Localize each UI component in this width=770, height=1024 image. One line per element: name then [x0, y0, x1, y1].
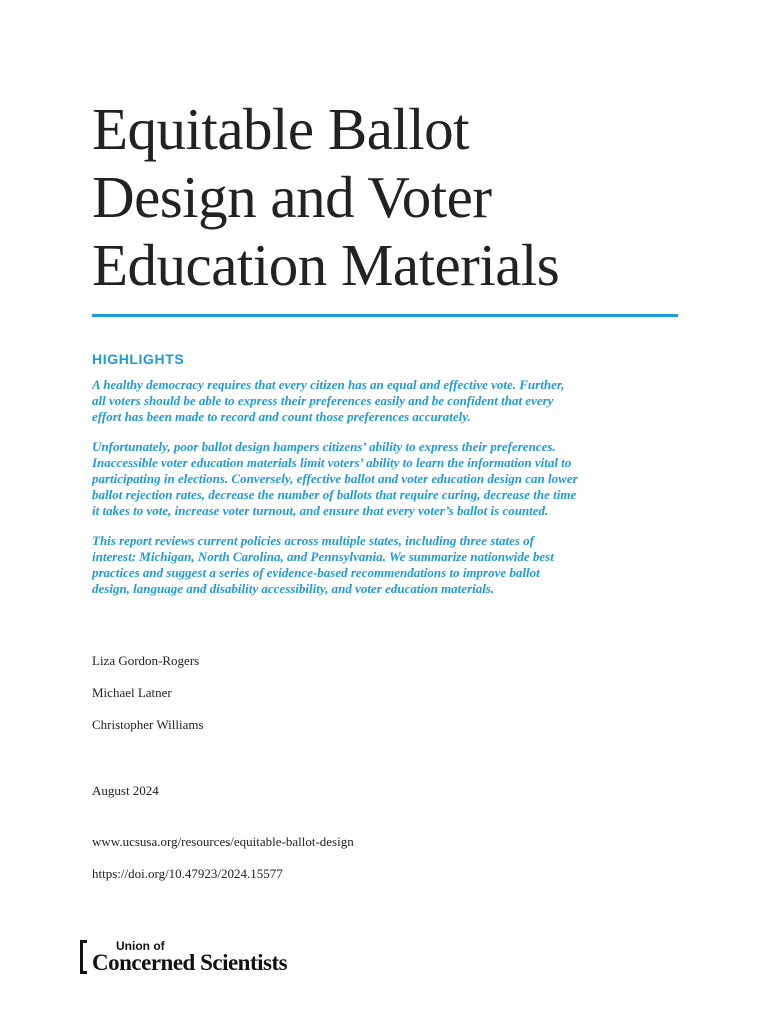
highlights-line: effort has been made to record and count those preferences accurately. [92, 408, 471, 424]
author-list [92, 653, 204, 749]
doi-link[interactable]: https://doi.org/10.47923/2024.15577 [92, 866, 283, 881]
publication-date: August 2024 [92, 783, 159, 798]
highlights-line: practices and suggest a series of evidence-based recommendations to improve ballot [92, 564, 540, 580]
ucs-logo [80, 938, 360, 980]
title-line-3: Education Materials [92, 232, 560, 298]
highlights-line: it takes to vote, increase voter turnout, and ensure that every voter’s ballot is counted. [92, 502, 549, 518]
title-divider [92, 314, 678, 317]
highlights-line: participating in elections. Conversely, effective ballot and voter education design can lower [92, 470, 578, 486]
highlights-paragraph-1 [92, 377, 682, 424]
logo-text-top: Union of [116, 939, 165, 953]
highlights-line: interest: Michigan, North Carolina, and Pennsylvania. We summarize nationwide best [92, 549, 554, 565]
highlights-line: ballot rejection rates, decrease the number of ballots that require curing, decrease the time [92, 486, 577, 502]
highlights-line: Unfortunately, poor ballot design hampers citizens’ ability to express their preferences. [92, 439, 556, 455]
highlights-line: all voters should be able to express their preferences easily and be confident that every [92, 392, 554, 408]
highlights-line: Inaccessible voter education materials limit voters’ ability to learn the information vital to [92, 455, 572, 471]
highlights-line: A healthy democracy requires that every citizen has an equal and effective vote. Further, [92, 377, 565, 392]
highlights-line: design, language and disability accessibility, and voter education materials. [92, 580, 495, 596]
highlights-paragraph-2 [92, 439, 682, 518]
highlights-line: This report reviews current policies across multiple states, including three states of [92, 533, 535, 549]
author-name: Liza Gordon-Rogers [92, 653, 200, 668]
highlights-section [92, 377, 682, 612]
highlights-heading: HIGHLIGHTS [92, 351, 185, 367]
logo-bracket-icon [80, 940, 87, 974]
report-url-link[interactable]: www.ucsusa.org/resources/equitable-ballot-design [92, 834, 354, 849]
author-name: Michael Latner [92, 685, 172, 700]
title-line-2: Design and Voter [92, 164, 492, 230]
author-name: Christopher Williams [92, 717, 204, 732]
highlights-paragraph-3 [92, 533, 682, 596]
title-line-1: Equitable Ballot [92, 96, 470, 162]
report-title [92, 95, 692, 299]
logo-text-bottom: Concerned Scientists [92, 950, 288, 975]
